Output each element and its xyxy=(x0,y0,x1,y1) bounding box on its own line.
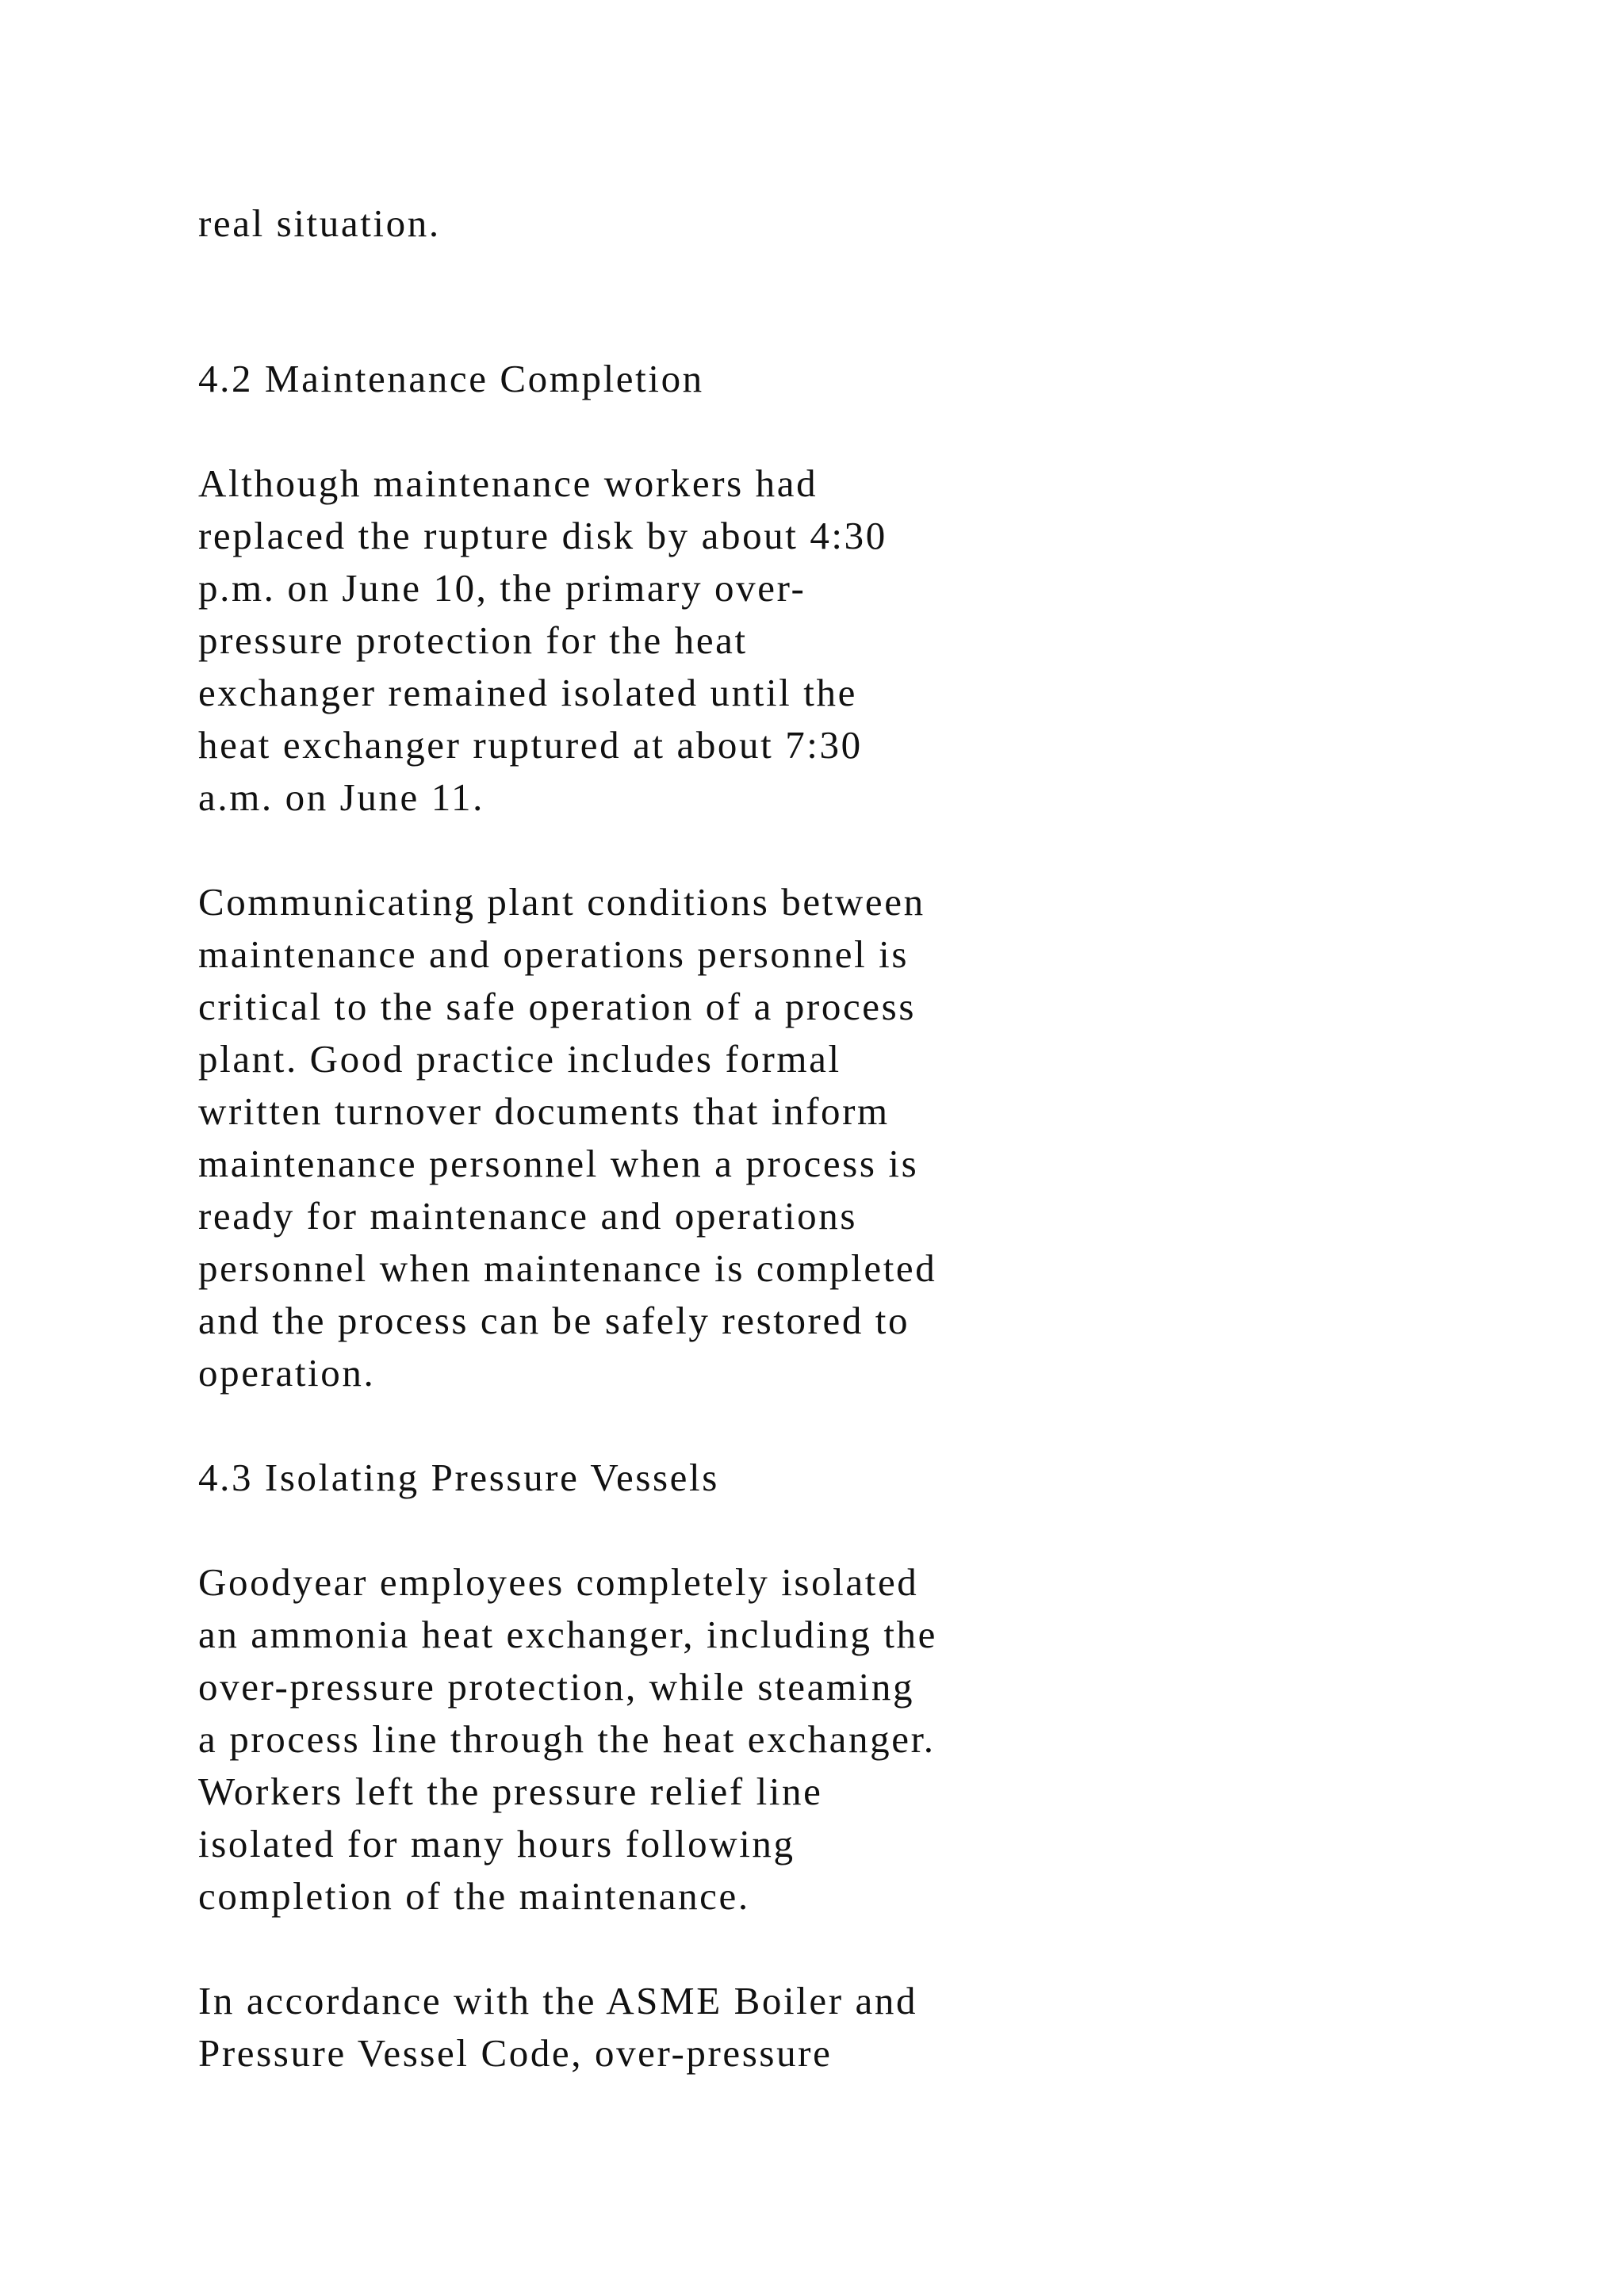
continuation-text: real situation. xyxy=(198,201,441,245)
text-line: ready for maintenance and operations xyxy=(198,1194,857,1238)
text-line: Pressure Vessel Code, over-pressure xyxy=(198,2031,833,2075)
text-line: heat exchanger ruptured at about 7:30 xyxy=(198,723,863,767)
text-line: Goodyear employees completely isolated xyxy=(198,1560,919,1604)
text-line: exchanger remained isolated until the xyxy=(198,671,857,714)
text-line: operation. xyxy=(198,1351,376,1395)
section-heading-4-3: 4.3 Isolating Pressure Vessels xyxy=(198,1456,719,1499)
text-line: Workers left the pressure relief line xyxy=(198,1770,823,1813)
text-line: an ammonia heat exchanger, including the xyxy=(198,1613,937,1656)
section-heading-4-2: 4.2 Maintenance Completion xyxy=(198,357,704,400)
text-line: In accordance with the ASME Boiler and xyxy=(198,1979,918,2022)
text-line: over-pressure protection, while steaming xyxy=(198,1665,915,1709)
text-line: written turnover documents that inform xyxy=(198,1089,890,1133)
text-line: critical to the safe operation of a process xyxy=(198,985,916,1028)
text-line: replaced the rupture disk by about 4:30 xyxy=(198,514,887,557)
text-line: Communicating plant conditions between xyxy=(198,880,925,924)
text-line: personnel when maintenance is completed xyxy=(198,1246,937,1290)
text-line: maintenance personnel when a process is xyxy=(198,1142,919,1185)
text-line: p.m. on June 10, the primary over- xyxy=(198,566,806,610)
text-line: maintenance and operations personnel is xyxy=(198,932,910,976)
text-line: pressure protection for the heat xyxy=(198,618,748,662)
text-line: a process line through the heat exchanger. xyxy=(198,1717,936,1761)
text-line: isolated for many hours following xyxy=(198,1822,795,1866)
text-line: Although maintenance workers had xyxy=(198,461,818,505)
text-line: and the process can be safely restored to xyxy=(198,1299,910,1342)
text-line: a.m. on June 11. xyxy=(198,775,485,819)
text-line: completion of the maintenance. xyxy=(198,1874,750,1918)
text-line: plant. Good practice includes formal xyxy=(198,1037,841,1081)
